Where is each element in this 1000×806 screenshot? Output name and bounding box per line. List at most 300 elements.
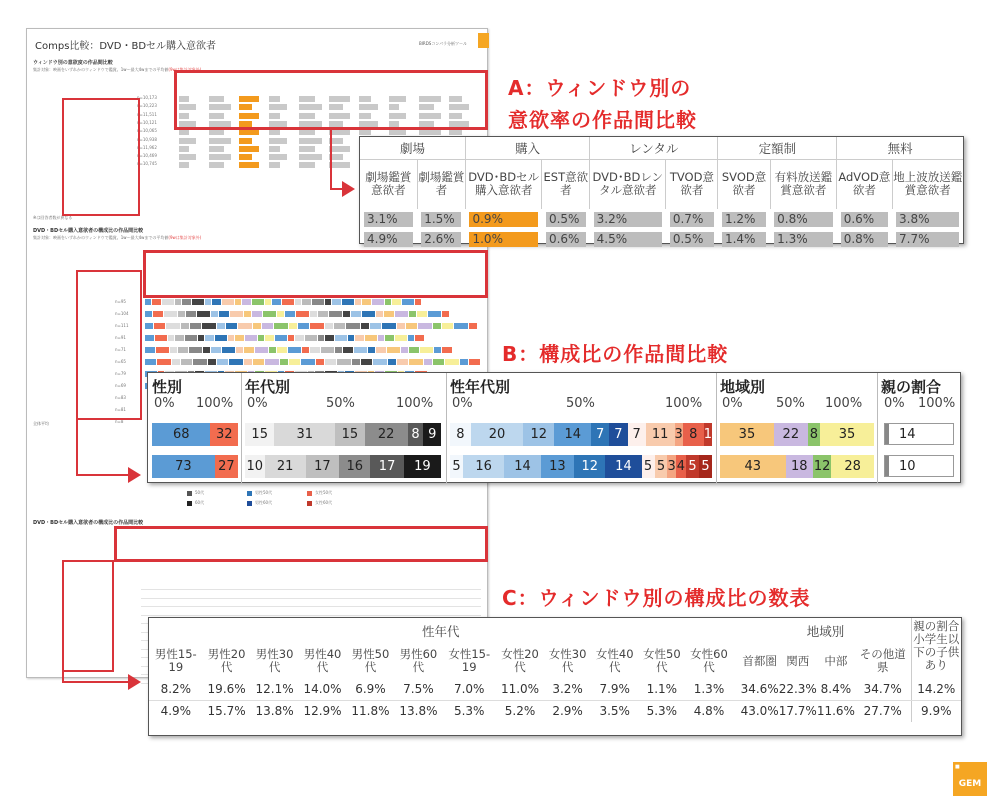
mini-bar <box>354 347 367 353</box>
mini-bar <box>361 323 369 329</box>
row-count: n=10,173 <box>137 95 157 100</box>
rate-cell: 0.9% <box>469 212 537 227</box>
mini-bar <box>157 359 171 365</box>
mini-bar <box>332 299 341 305</box>
mini-bar <box>145 299 151 305</box>
row-count: n=83 <box>115 395 126 400</box>
group-header: 購入 <box>465 137 589 159</box>
mini-bar <box>263 311 276 317</box>
mini-bar <box>385 299 391 305</box>
bar-segment: 28 <box>831 455 874 478</box>
mini-bar <box>255 347 268 353</box>
value-cell: 12.9% <box>303 704 342 719</box>
value-cell: 9.9% <box>911 700 961 722</box>
arrow-b <box>128 467 141 483</box>
mini-bar <box>295 299 301 305</box>
row-count: n=91 <box>115 335 126 340</box>
gender-bar <box>152 455 238 478</box>
gender-age-axis-50: 50% <box>566 396 595 411</box>
mini-bar <box>170 347 177 353</box>
mini-bar <box>253 323 261 329</box>
panel-a-window-table <box>359 136 964 244</box>
mini-bar <box>299 129 315 135</box>
bar-segment: 4 <box>676 455 686 478</box>
value-cell: 5.3% <box>646 704 678 719</box>
value-cell: 7.9% <box>591 678 638 700</box>
bar-segment: 22 <box>774 423 808 446</box>
mini-bar <box>418 323 432 329</box>
mini-bar <box>299 154 322 160</box>
mini-bar <box>310 347 320 353</box>
mini-bar <box>409 311 416 317</box>
mini-bar <box>277 347 287 353</box>
legend-swatch <box>247 491 252 496</box>
row-count: n=65 <box>115 359 126 364</box>
value-cell: 11.6% <box>816 704 855 719</box>
highlight-rows-a <box>62 98 140 216</box>
parent-ratio-marker <box>885 456 889 476</box>
mini-bar <box>239 154 252 160</box>
column-header: 関西 <box>786 653 810 668</box>
mini-bar <box>395 311 408 317</box>
mini-bar <box>355 299 361 305</box>
mini-bar <box>325 323 333 329</box>
mini-bar <box>434 347 441 353</box>
mini-bar <box>155 335 167 341</box>
mini-bar <box>215 335 227 341</box>
row-count: n=10,065 <box>137 128 157 134</box>
mini-bar <box>244 347 254 353</box>
gender-bar <box>152 423 238 446</box>
table-row <box>149 678 961 700</box>
legend-swatch <box>187 501 192 506</box>
mini-bar <box>252 299 264 305</box>
mini-bar <box>449 129 462 135</box>
mini-bar <box>192 299 204 305</box>
bar-segment: 22 <box>365 423 408 446</box>
column-header: 女性15-19 <box>448 647 491 674</box>
mini-bar <box>310 311 317 317</box>
rate-cell: 0.5% <box>670 232 714 247</box>
panel-c-number-table <box>148 617 962 736</box>
mini-bar <box>296 311 309 317</box>
mini-bar <box>442 311 449 317</box>
mini-bar <box>175 335 184 341</box>
mini-bar <box>342 299 354 305</box>
bar-segment: 73 <box>152 455 215 478</box>
column-header: 男性15-19 <box>154 647 197 674</box>
mini-bar <box>442 347 452 353</box>
mini-bar <box>219 311 229 317</box>
column-header: 男性60代 <box>399 647 438 674</box>
rate-cell: 0.5% <box>546 212 586 227</box>
value-cell: 3.2% <box>544 678 591 700</box>
section2-heading: DVD・BDセル購入意欲者の構成比の作品間比較 <box>33 228 144 234</box>
mini-bar <box>289 359 300 365</box>
parent-ratio-box <box>884 455 954 477</box>
mini-bar <box>417 311 427 317</box>
legend-swatch <box>187 491 192 496</box>
mini-bar <box>262 323 273 329</box>
row-count: n=10,121 <box>137 119 157 125</box>
mini-bar <box>253 359 264 365</box>
rate-cell: 3.2% <box>594 212 662 227</box>
age-bar <box>245 455 441 478</box>
parent-axis-0: 0% <box>884 396 905 411</box>
value-cell: 2.9% <box>552 704 583 719</box>
mini-bar <box>269 347 276 353</box>
mini-bar <box>415 335 424 341</box>
age-axis-0: 0% <box>247 396 268 411</box>
mini-bar <box>302 347 309 353</box>
highlight-box-c <box>114 526 488 562</box>
callout-c: C：ウィンドウ別の構成比の数表 <box>502 586 811 610</box>
column-header: AdVOD意欲者 <box>837 159 892 209</box>
mini-bar <box>316 359 324 365</box>
mini-bar <box>269 162 280 168</box>
bar-segment: 7 <box>628 423 646 446</box>
mini-bar <box>362 299 371 305</box>
parent-ratio-value: 14 <box>899 426 916 442</box>
bar-segment: 5 <box>450 455 463 478</box>
rate-cell: 1.4% <box>722 232 766 247</box>
mini-bar <box>406 323 417 329</box>
mini-bar <box>179 146 189 152</box>
mini-bar <box>312 299 324 305</box>
arrow-a <box>342 181 355 197</box>
mini-bar <box>168 335 174 341</box>
mini-bar <box>269 154 287 160</box>
bar-segment: 10 <box>245 455 265 478</box>
bar-segment: 17 <box>306 455 339 478</box>
mini-bar <box>172 359 180 365</box>
mini-bar <box>325 359 336 365</box>
rate-cell: 1.5% <box>421 212 461 227</box>
mini-bar <box>209 129 224 135</box>
group-region: 地域別 <box>806 624 845 639</box>
mini-bar <box>384 311 394 317</box>
mini-bar <box>351 311 361 317</box>
mini-bar <box>409 347 419 353</box>
column-header: 男性40代 <box>303 647 342 674</box>
value-cell: 8.4% <box>817 678 855 700</box>
legend-label: 男性50代 <box>255 490 273 495</box>
mini-bar <box>202 323 216 329</box>
mini-bar <box>301 359 315 365</box>
mini-bar <box>230 311 243 317</box>
mini-bar <box>329 129 350 135</box>
gender-axis-0: 0% <box>154 396 175 411</box>
mini-bar <box>178 347 188 353</box>
panel-a-table <box>360 137 963 249</box>
mini-bar <box>209 138 231 144</box>
bar-segment: 12 <box>574 455 605 478</box>
legend-swatch <box>307 501 312 506</box>
mini-bar <box>355 335 364 341</box>
column-header: DVD･BDセル購入意欲者 <box>465 159 541 209</box>
gender-age-heading: 性年代別 <box>450 378 511 396</box>
mini-bar <box>189 347 202 353</box>
value-cell: 13.8% <box>399 704 438 719</box>
bar-segment: 5 <box>655 455 668 478</box>
bar-segment: 16 <box>463 455 504 478</box>
rate-cell: 0.8% <box>774 212 833 227</box>
mini-bar <box>388 359 396 365</box>
mini-bar <box>217 359 228 365</box>
rate-cell: 0.6% <box>546 232 586 247</box>
mini-bar <box>181 323 189 329</box>
group-header: 無料 <box>837 137 963 159</box>
mini-bar <box>295 335 304 341</box>
mini-bar <box>145 323 153 329</box>
mini-bar <box>335 347 342 353</box>
mini-bar <box>408 335 414 341</box>
bar-segment: 27 <box>215 455 238 478</box>
region-axis-50: 50% <box>776 396 805 411</box>
mini-bar <box>419 129 441 135</box>
mini-bar <box>433 323 441 329</box>
mini-bar <box>226 323 237 329</box>
rate-cell: 1.3% <box>774 232 833 247</box>
mini-bar <box>299 146 315 152</box>
rate-cell: 2.6% <box>421 232 461 247</box>
row-count: n=104 <box>115 311 129 316</box>
bar-segment: 3 <box>675 423 683 446</box>
panel-c-table <box>149 618 961 722</box>
highlight-rows-b <box>76 270 142 420</box>
mini-bar <box>175 299 181 305</box>
mini-bar <box>288 335 294 341</box>
mini-bar <box>269 138 287 144</box>
mini-bar <box>397 323 405 329</box>
mini-bar <box>299 138 322 144</box>
group-header: 定額制 <box>718 137 837 159</box>
group-header: レンタル <box>590 137 718 159</box>
value-cell: 3.5% <box>599 704 630 719</box>
table-rule <box>141 598 481 599</box>
mini-bar <box>288 347 301 353</box>
value-cell: 6.9% <box>347 678 395 700</box>
mini-bar <box>245 335 257 341</box>
mini-bar <box>285 311 295 317</box>
mini-bar <box>258 335 264 341</box>
value-cell: 22.3% <box>779 678 817 700</box>
mini-bar <box>265 299 271 305</box>
highlight-rows-c <box>62 560 114 672</box>
table-rule <box>141 589 481 590</box>
mini-bar <box>145 335 154 341</box>
gender_age-bar <box>450 455 712 478</box>
mini-bar <box>385 335 394 341</box>
mini-bar <box>387 347 400 353</box>
mini-bar <box>235 299 241 305</box>
mini-bar <box>275 335 287 341</box>
age-heading: 年代別 <box>245 378 291 396</box>
callout-a-line2: 意欲率の作品間比較 <box>508 108 697 132</box>
mini-bar <box>272 299 281 305</box>
mini-bar <box>352 359 360 365</box>
column-header: 女性50代 <box>643 647 681 674</box>
mini-bar <box>162 299 174 305</box>
mini-bar <box>325 335 334 341</box>
age-axis-100: 100% <box>396 396 434 411</box>
bar-segment: 12 <box>813 455 831 478</box>
mini-bar <box>190 323 201 329</box>
value-cell: 8.2% <box>149 678 203 700</box>
column-header: 女性30代 <box>548 647 587 674</box>
mini-bar <box>179 138 196 144</box>
section2-note: 集計対象：映画をいずれかのウィンドウで鑑賞。1w〜最大4wまでの平均値(9wは集計対象外) <box>33 235 202 240</box>
mini-bar <box>239 138 252 144</box>
value-cell: 11.8% <box>351 704 390 719</box>
mini-bar <box>442 323 453 329</box>
column-header: 劇場鑑賞意欲者 <box>360 159 417 209</box>
row-count: n=8 <box>115 419 124 424</box>
column-header: その他道県 <box>859 647 906 674</box>
value-cell: 1.3% <box>685 678 732 700</box>
section3-heading: DVD・BDセル購入意欲者の構成比の作品間比較 <box>33 520 144 526</box>
mini-bar <box>469 323 477 329</box>
mini-bar <box>222 299 234 305</box>
value-cell: 5.2% <box>504 704 536 719</box>
mini-bar <box>395 335 407 341</box>
bar-segment: 68 <box>152 423 210 446</box>
column-header: 首都圏 <box>742 653 777 668</box>
group-header: 劇場 <box>399 140 425 156</box>
connector-a-v <box>330 130 332 190</box>
mini-bar <box>145 311 152 317</box>
column-header: DVD･BDレンタル意欲者 <box>590 159 666 209</box>
row-count: n=95 <box>115 299 126 304</box>
value-cell: 34.6% <box>741 678 779 700</box>
bar-segment: 35 <box>720 423 774 446</box>
table-row <box>360 229 963 249</box>
mini-bar <box>145 347 155 353</box>
mini-bar <box>179 154 196 160</box>
mini-bar <box>397 359 408 365</box>
mini-bar <box>211 347 221 353</box>
mini-bar <box>368 347 375 353</box>
row-count: n=69 <box>115 383 126 388</box>
mini-bar <box>329 146 350 152</box>
rate-cell: 0.6% <box>841 212 888 227</box>
rate-cell: 0.8% <box>841 232 888 247</box>
row-count: n=10,223 <box>137 103 157 109</box>
panel-b-composition <box>147 372 961 483</box>
mini-bar <box>310 323 324 329</box>
bar-segment: 5 <box>699 455 712 478</box>
column-header: 有料放送鑑賞意欲者 <box>770 159 837 209</box>
mini-bar <box>145 359 156 365</box>
document-logo <box>478 33 489 48</box>
bar-segment: 5 <box>686 455 699 478</box>
value-cell: 13.8% <box>255 704 294 719</box>
legend-swatch <box>247 501 252 506</box>
bar-segment: 19 <box>404 455 441 478</box>
table-row <box>360 209 963 229</box>
gender-age-axis-0: 0% <box>452 396 473 411</box>
mini-bar <box>182 299 191 305</box>
rate-cell: 7.7% <box>896 232 959 247</box>
rate-cell: 3.8% <box>896 212 959 227</box>
connector-b-h <box>76 474 128 476</box>
mini-bar <box>289 323 297 329</box>
highlight-box-b <box>143 250 488 298</box>
mini-bar <box>211 311 218 317</box>
row-count: n=111 <box>115 323 129 328</box>
callout-b: B：構成比の作品間比較 <box>502 342 729 366</box>
mini-bar <box>325 299 331 305</box>
mini-bar <box>179 162 189 168</box>
mini-bar <box>370 323 381 329</box>
mini-bar <box>178 311 185 317</box>
rate-cell: 1.0% <box>469 232 537 247</box>
group-seinen: 性年代 <box>422 624 460 639</box>
table-rule <box>141 606 481 607</box>
bar-segment: 18 <box>786 455 813 478</box>
mini-bar <box>156 347 169 353</box>
mini-bar <box>282 299 294 305</box>
mini-bar <box>305 335 317 341</box>
bar-segment: 8 <box>683 423 704 446</box>
avg-label: 全体平均 <box>33 421 49 426</box>
legend-swatch <box>307 491 312 496</box>
column-header: 女性60代 <box>690 647 728 674</box>
gender-heading: 性別 <box>152 378 183 396</box>
region-heading: 地域別 <box>720 378 766 396</box>
mini-bar <box>229 359 243 365</box>
mini-bar <box>239 146 259 152</box>
mini-bar <box>274 323 288 329</box>
bar-segment: 43 <box>720 455 786 478</box>
column-header: 男性50代 <box>351 647 390 674</box>
mini-bar <box>265 335 274 341</box>
mini-bar <box>185 335 197 341</box>
mini-bar <box>166 323 180 329</box>
mini-bar <box>376 347 386 353</box>
row-count: n=11,962 <box>137 144 157 150</box>
connector-b-v <box>76 418 78 476</box>
bar-segment: 15 <box>335 423 364 446</box>
group-parent: 親の割合 <box>913 619 960 633</box>
mini-bar <box>203 347 210 353</box>
mini-bar <box>302 299 311 305</box>
mini-bar <box>205 299 211 305</box>
mini-bar <box>228 335 234 341</box>
legend-label: 女性60代 <box>315 500 333 505</box>
mini-bar <box>376 311 383 317</box>
rate-cell: 3.1% <box>364 212 413 227</box>
mini-bar <box>298 323 309 329</box>
mini-bar <box>179 129 189 135</box>
row-count: n=10,938 <box>137 136 157 142</box>
bar-segment: 21 <box>265 455 306 478</box>
age-axis-50: 50% <box>326 396 355 411</box>
parent-axis-100: 100% <box>918 396 956 411</box>
mini-bar <box>242 299 251 305</box>
mini-bar <box>348 335 354 341</box>
mini-bar <box>205 335 214 341</box>
section1-note: 集計対象：映画をいずれかのウィンドウで鑑賞。1w〜最大4wまでの平均値(9wは集計対象外) <box>33 67 202 72</box>
mini-bar <box>365 335 377 341</box>
mini-bar <box>209 146 224 152</box>
value-cell: 43.0% <box>740 704 779 719</box>
mini-bar <box>209 154 231 160</box>
column-header: 地上波放送鑑賞意欲者 <box>892 159 963 209</box>
mini-bar <box>238 323 252 329</box>
bar-segment: 8 <box>808 423 820 446</box>
mini-bar <box>235 335 244 341</box>
